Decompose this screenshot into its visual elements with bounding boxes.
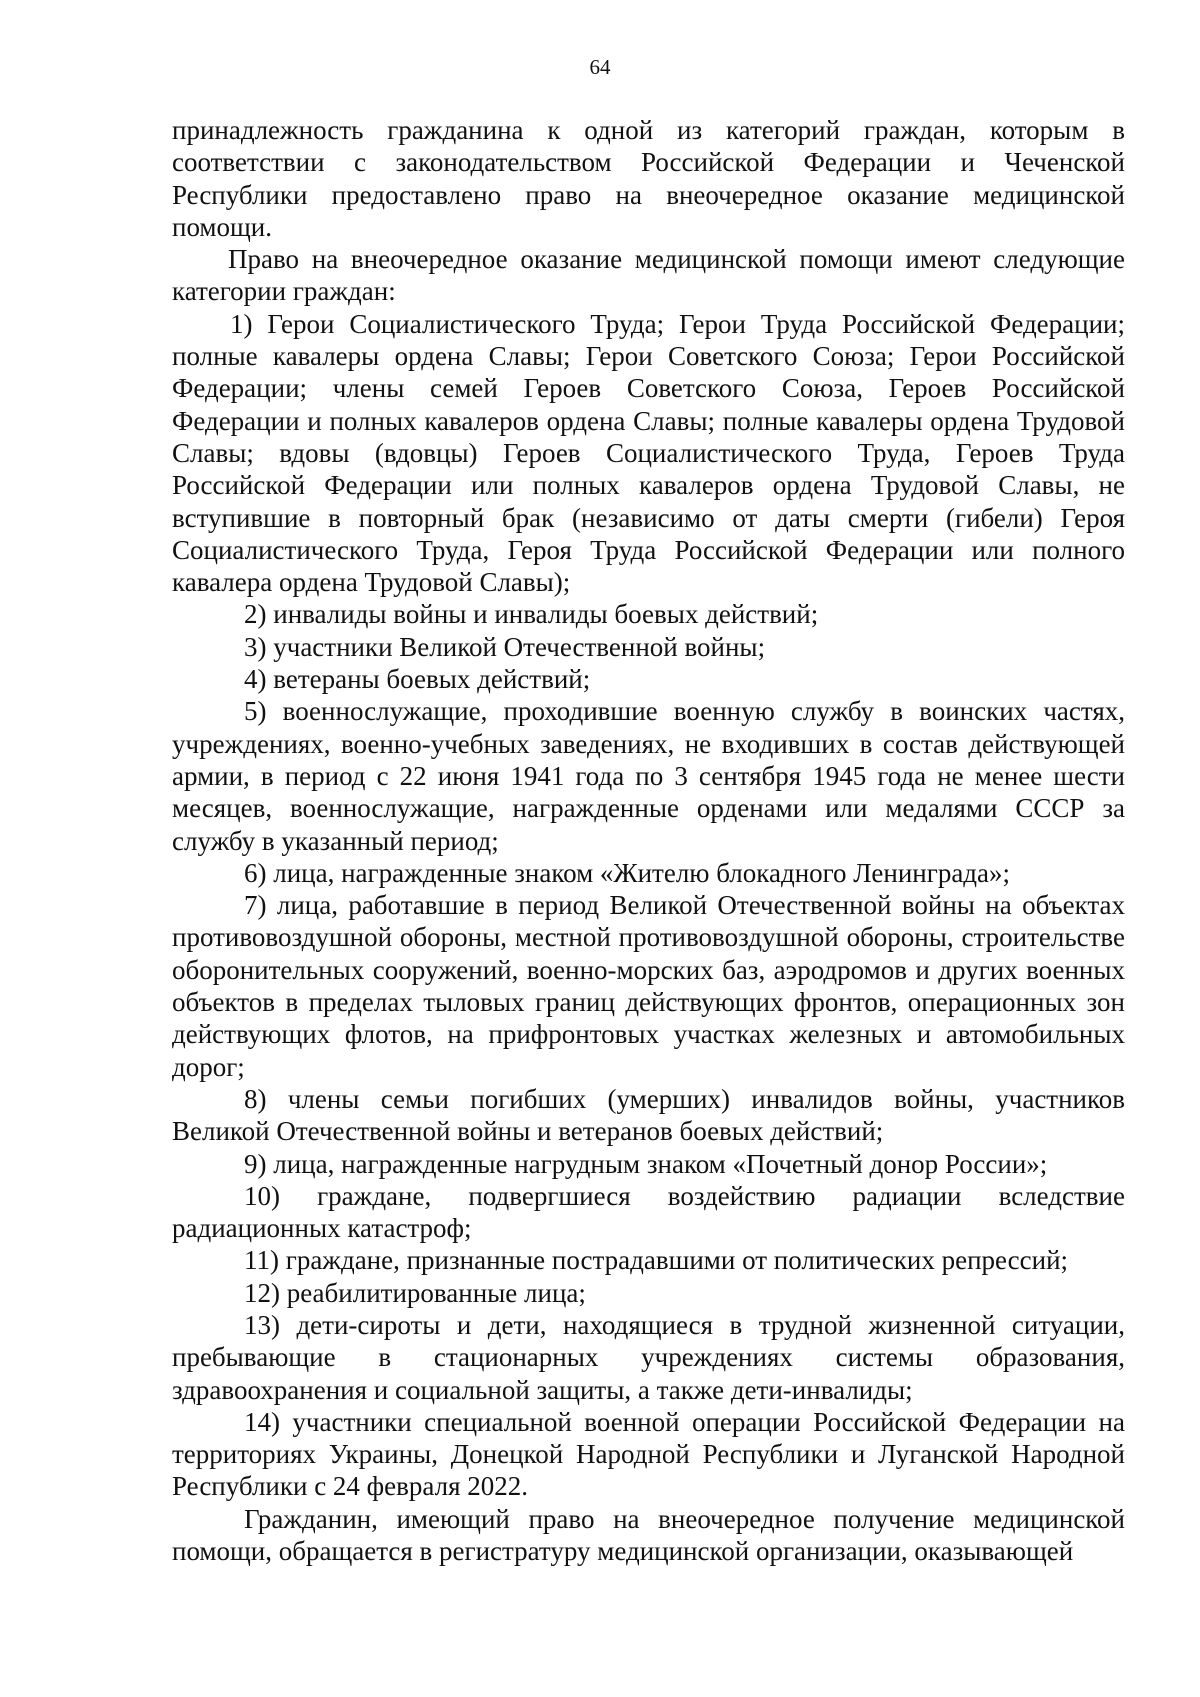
list-item-5: 5) военнослужащие, проходившие военную службу в воинских частях, учреждениях, военно-учебных заведениях, не входивших в состав действующей армии, в период с 22 июня 1941 года по 3 сентября 1945 года не менее шести месяцев, военнослужащие, награжденные орденами или медалями СССР за службу в указанный период; — [172, 696, 1125, 856]
page-number: 64 — [589, 55, 611, 79]
list-item-8: 8) члены семьи погибших (умерших) инвалидов войны, участников Великой Отечественной войны и ветеранов боевых действий; — [172, 1083, 1125, 1147]
list-item-2: 2) инвалиды войны и инвалиды боевых действий; — [244, 599, 819, 630]
document-body — [172, 114, 1125, 1567]
list-item-3: 3) участники Великой Отечественной войны; — [244, 631, 766, 662]
list-item-11: 11) граждане, признанные пострадавшими от политических репрессий; — [244, 1245, 1069, 1276]
list-item-13: 13) дети-сироты и дети, находящиеся в трудной жизненной ситуации, пребывающие в стационарных учреждениях системы образования, здравоохранения и социальной защиты, а также дети-инвалиды; — [172, 1309, 1125, 1405]
list-item-10: 10) граждане, подвергшиеся воздействию радиации вследствие радиационных катастроф; — [172, 1180, 1125, 1244]
list-item-12: 12) реабилитированные лица; — [244, 1277, 586, 1308]
list-item-1: 1) Герои Социалистического Труда; Герои Труда Российской Федерации; полные кавалеры ордена Славы; Герои Советского Союза; Герои Российской Федерации; члены семей Героев Советского Союза, Героев Российской Федерации и полных кавалеров ордена Славы; полные кавалеры ордена Трудовой Славы; вдовы (вдовцы) Героев Социалистического Труда, Героев Труда Российской Федерации или полных кавалеров ордена Трудовой Славы, не вступившие в повторный брак (независимо от даты смерти (гибели) Героя Социалистического Труда, Героя Труда Российской Федерации или полного кавалера ордена Трудовой Славы); — [172, 308, 1125, 598]
list-item-6: 6) лица, награжденные знаком «Жителю блокадного Ленинграда»; — [244, 857, 1011, 888]
paragraph-continuation: принадлежность гражданина к одной из категорий граждан, которым в соответствии с законодательством Российской Федерации и Чеченской Республики предоставлено право на внеочередное оказание медицинской помощи. — [172, 115, 1125, 242]
list-item-9: 9) лица, награжденные нагрудным знаком «Почетный донор России»; — [244, 1148, 1048, 1179]
list-item-14: 14) участники специальной военной операции Российской Федерации на территориях Украины, Донецкой Народной Республики и Луганской Народной Республики с 24 февраля 2022. — [172, 1406, 1125, 1502]
list-item-7: 7) лица, работавшие в период Великой Отечественной войны на объектах противовоздушной обороны, местной противовоздушной обороны, строительстве оборонительных сооружений, военно-морских баз, аэродромов и других военных объектов в пределах тыловых границ действующих фронтов, операционных зон действующих флотов, на прифронтовых участках железных и автомобильных дорог; — [172, 890, 1125, 1082]
paragraph-intro: Право на внеочередное оказание медицинской помощи имеют следующие категории граждан: — [172, 244, 1125, 307]
list-item-4: 4) ветераны боевых действий; — [244, 664, 591, 695]
paragraph-citizen-procedure: Гражданин, имеющий право на внеочередное получение медицинской помощи, обращается в регистратуру медицинской организации, оказывающей — [172, 1503, 1125, 1567]
